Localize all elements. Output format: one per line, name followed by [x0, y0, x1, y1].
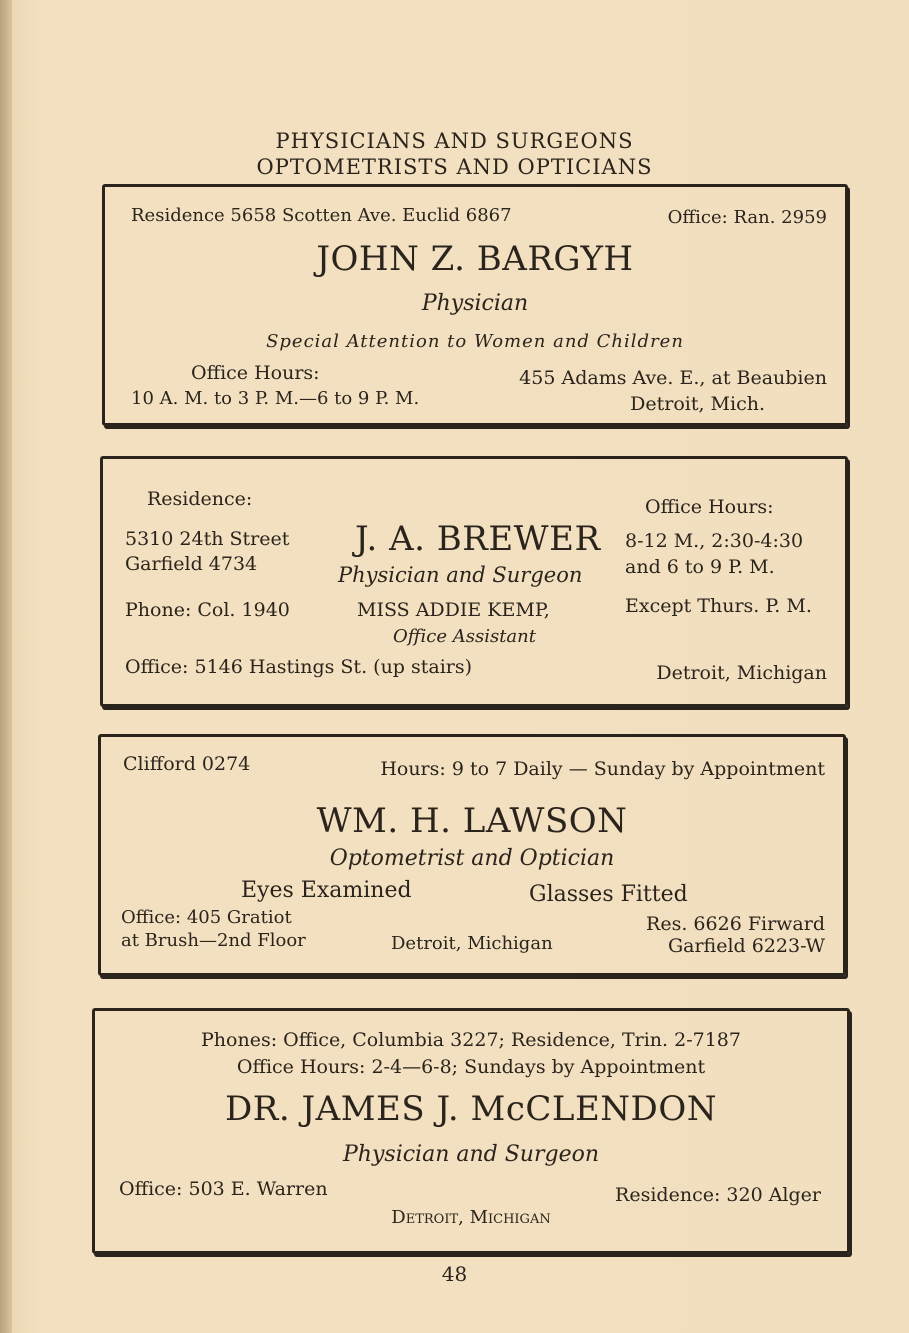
assistant-name: MISS ADDIE KEMP, — [357, 599, 550, 621]
physician-title: Physician and Surgeon — [338, 563, 583, 587]
section-heading-1: PHYSICIANS AND SURGEONS — [275, 129, 634, 153]
physician-name: JOHN Z. BARGYH — [316, 239, 634, 279]
page-spine — [0, 0, 12, 1333]
phone: Phone: Col. 1940 — [125, 599, 290, 621]
residence-street: 5310 24th Street — [125, 528, 290, 550]
section-heading-2: OPTOMETRISTS AND OPTICIANS — [256, 155, 653, 179]
physician-name: J. A. BREWER — [355, 519, 601, 559]
optometrist-title: Optometrist and Optician — [329, 846, 615, 871]
optometrist-name: WM. H. LAWSON — [316, 801, 628, 841]
office-address: 455 Adams Ave. E., at Beaubien — [519, 367, 827, 389]
page-number: 48 — [441, 1262, 468, 1286]
residence-line-1: Res. 6626 Firward — [646, 913, 825, 935]
physician-title: Physician — [421, 291, 529, 316]
ad-bargyh — [102, 184, 848, 426]
service-glasses: Glasses Fitted — [529, 882, 688, 907]
ad-mcclendon — [92, 1008, 850, 1254]
hours-line-2: and 6 to 9 P. M. — [625, 556, 775, 578]
city: Detroit, Michigan — [656, 662, 827, 684]
office-phone: Office: Ran. 2959 — [667, 207, 827, 228]
office-address: Office: 503 E. Warren — [119, 1178, 328, 1200]
office-hours: 10 A. M. to 3 P. M.—6 to 9 P. M. — [131, 388, 420, 409]
city: Detroit, Michigan — [391, 933, 553, 954]
hours-label: Office Hours: — [191, 362, 320, 384]
residence-phone: Garfield 4734 — [125, 553, 258, 575]
hours-line: Office Hours: 2-4—6-8; Sundays by Appointment — [236, 1056, 706, 1078]
hours-line-1: 8-12 M., 2:30-4:30 — [625, 530, 804, 552]
physician-name: DR. JAMES J. McCLENDON — [225, 1089, 717, 1129]
residence-label: Residence: — [147, 488, 253, 510]
physician-title: Physician and Surgeon — [343, 1142, 599, 1167]
residence-address: Residence: 320 Alger — [615, 1184, 821, 1206]
ad-lawson — [98, 734, 846, 976]
phones-line: Phones: Office, Columbia 3227; Residence, Trin. 2-7187 — [201, 1029, 741, 1051]
hours-line: Hours: 9 to 7 Daily — Sunday by Appointment — [380, 758, 825, 780]
city: Detroit, Michigan — [391, 1207, 551, 1228]
residence-line: Residence 5658 Scotten Ave. Euclid 6867 — [131, 205, 512, 226]
hours-label: Office Hours: — [645, 496, 774, 518]
specialty-line: Special Attention to Women and Children — [266, 331, 684, 352]
office-line-1: Office: 405 Gratiot — [121, 907, 292, 928]
office-line-2: at Brush—2nd Floor — [121, 930, 306, 951]
office-address: Office: 5146 Hastings St. (up stairs) — [125, 656, 473, 678]
residence-line-2: Garfield 6223-W — [667, 935, 825, 957]
ad-brewer — [100, 456, 848, 707]
service-eyes: Eyes Examined — [241, 878, 412, 903]
phone: Clifford 0274 — [123, 753, 251, 775]
hours-line-3: Except Thurs. P. M. — [625, 595, 812, 617]
assistant-title: Office Assistant — [393, 626, 536, 647]
city: Detroit, Mich. — [630, 393, 765, 415]
